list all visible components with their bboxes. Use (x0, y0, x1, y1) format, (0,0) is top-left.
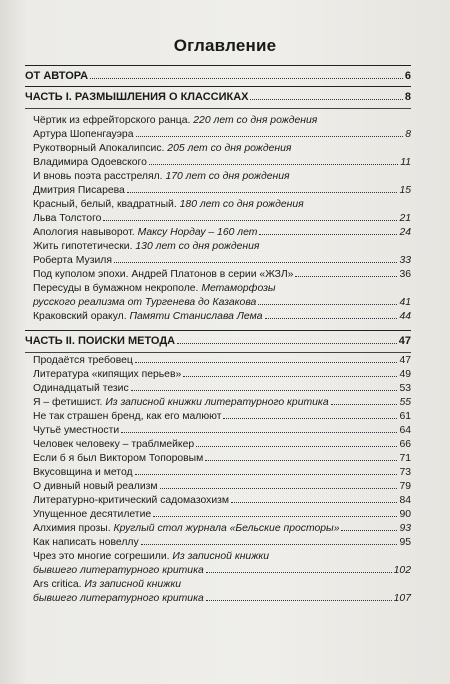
entry-line (33, 424, 411, 438)
toc-entry (33, 382, 411, 396)
entry-line (33, 368, 411, 382)
leader-dots (259, 234, 397, 235)
page-number: 53 (399, 383, 411, 394)
divider (25, 352, 411, 353)
leader-dots (265, 318, 398, 319)
toc-entry (33, 410, 411, 424)
entry-text (33, 452, 203, 466)
entry-title: бывшего литературного критика (33, 565, 204, 576)
entry-title: Литература «кипящих перьев» (33, 369, 182, 380)
leader-dots (250, 99, 402, 100)
entry-title: Рукотворный Апокалипсис. (33, 143, 165, 154)
divider (25, 108, 411, 109)
entry-line (33, 438, 411, 452)
entry-text (33, 592, 204, 606)
entry-title: Вкусовщина и метод (33, 467, 133, 478)
entry-text (33, 310, 263, 324)
page-number: 36 (399, 269, 411, 280)
entry-text (33, 424, 119, 438)
entry-title: Чрез это многие согрешили. (33, 551, 170, 562)
toc-part-2 (25, 331, 411, 351)
entry-text (33, 410, 221, 424)
entry-subtitle: Памяти Станислава Лема (126, 311, 263, 322)
entry-title: Если б я был Виктором Топоровым (33, 453, 204, 464)
page-number: 49 (399, 369, 411, 380)
leader-dots (135, 362, 398, 363)
leader-dots (196, 446, 397, 447)
entry-text (33, 438, 194, 452)
leader-dots (121, 432, 397, 433)
leader-dots (206, 572, 392, 573)
entry-line (33, 466, 411, 480)
entry-line (33, 480, 411, 494)
page-number: 8 (404, 91, 411, 103)
toc-entry (33, 522, 411, 536)
entry-title: русского реализма от Тургенева до Казакова (33, 297, 257, 308)
toc-entry (33, 268, 411, 282)
entry-title: Упущенное десятилетие (33, 509, 152, 520)
entry-title: Как написать новеллу (33, 537, 139, 548)
entry-text (33, 536, 139, 550)
toc-entry (33, 240, 411, 268)
toc-entry (33, 170, 411, 198)
entry-line (33, 296, 411, 310)
page-number: 33 (399, 255, 411, 266)
toc-entry (33, 310, 411, 324)
toc-entry (33, 396, 411, 410)
entry-line (33, 212, 411, 226)
page-number: 24 (399, 227, 411, 238)
toc-entry (33, 550, 411, 578)
entry-subtitle: 130 лет со дня рождения (132, 241, 260, 252)
toc-entry (33, 480, 411, 494)
entry-line (33, 536, 411, 550)
entry-text (33, 466, 133, 480)
part-2-entries (25, 354, 411, 606)
leader-dots (127, 192, 398, 193)
entry-text (33, 480, 158, 494)
leader-dots (136, 136, 404, 137)
page-number: 73 (399, 467, 411, 478)
entry-line (33, 578, 411, 592)
entry-text (33, 368, 181, 382)
entry-subtitle: 170 лет со дня рождения (162, 171, 290, 182)
page-number: 90 (399, 509, 411, 520)
page-number: 21 (399, 213, 411, 224)
entry-text (33, 494, 229, 508)
toc-entry (33, 578, 411, 606)
entry-text (33, 508, 151, 522)
entry-title: О дивный новый реализм (33, 481, 158, 492)
entry-title: Льва Толстого (33, 213, 102, 224)
entry-line (33, 114, 411, 128)
page-number: 102 (393, 565, 411, 576)
entry-line (33, 592, 411, 606)
entry-text (33, 522, 339, 536)
entry-line (33, 550, 411, 564)
page-number: 84 (399, 495, 411, 506)
entry-line (33, 410, 411, 424)
entry-line (33, 564, 411, 578)
page-number: 44 (399, 311, 411, 322)
entry-line (33, 226, 411, 240)
entry-text (33, 296, 256, 310)
entry-subtitle: 205 лет со дня рождения (164, 143, 292, 154)
toc-entry (33, 142, 411, 170)
leader-dots (135, 474, 398, 475)
entry-title: Ars critica. (33, 579, 82, 590)
page-number: 61 (399, 411, 411, 422)
entry-title: Одинадцатый тезис (33, 383, 129, 394)
page-number: 41 (399, 297, 411, 308)
section-label: ЧАСТЬ I. РАЗМЫШЛЕНИЯ О КЛАССИКАХ (25, 91, 249, 103)
page-number: 107 (393, 593, 411, 604)
entry-title: Владимира Одоевского (33, 157, 147, 168)
leader-dots (258, 304, 397, 305)
toc-entry (33, 494, 411, 508)
entry-title: Роберта Музиля (33, 255, 112, 266)
page-number: 93 (399, 523, 411, 534)
part-1-entries (25, 114, 411, 324)
leader-dots (183, 376, 397, 377)
page-number: 64 (399, 425, 411, 436)
page-number: 6 (404, 70, 411, 82)
leader-dots (206, 600, 392, 601)
leader-dots (160, 488, 398, 489)
toc-entry (33, 452, 411, 466)
entry-line (33, 254, 411, 268)
entry-subtitle: Круглый стол журнала «Бельские просторы» (110, 523, 340, 534)
page-number: 47 (398, 335, 411, 347)
entry-line (33, 268, 411, 282)
entry-line (33, 184, 411, 198)
page-number: 66 (399, 439, 411, 450)
entry-line (33, 382, 411, 396)
toc-entry (33, 226, 411, 240)
leader-dots (177, 343, 397, 344)
entry-title: Краковский оракул. (33, 311, 127, 322)
entry-title: Красный, белый, квадратный. (33, 199, 177, 210)
toc-entry (33, 466, 411, 480)
toc-entry (33, 508, 411, 522)
entry-title: Продаётся требовец (33, 355, 133, 366)
entry-text (33, 184, 125, 198)
leader-dots (223, 418, 397, 419)
entry-title: Чутьё уместности (33, 425, 120, 436)
entry-line (33, 494, 411, 508)
page-number: 47 (399, 355, 411, 366)
leader-dots (231, 502, 397, 503)
leader-dots (331, 404, 398, 405)
entry-line (33, 522, 411, 536)
entry-title: Чёртик из ефрейторского ранца. (33, 115, 191, 126)
entry-line (33, 170, 411, 184)
entry-text (33, 254, 112, 268)
entry-title: Я – фетишист. (33, 397, 103, 408)
entry-title: Под куполом эпохи. Андрей Платонов в серии «ЖЗЛ» (33, 269, 294, 280)
entry-line (33, 508, 411, 522)
entry-subtitle: Из записной книжки (169, 551, 270, 562)
page-number: 79 (399, 481, 411, 492)
entry-text (33, 396, 329, 410)
page-number: 15 (399, 185, 411, 196)
entry-line (33, 310, 411, 324)
leader-dots (295, 276, 397, 277)
table-of-contents (25, 65, 411, 606)
entry-subtitle: Метаморфозы (198, 283, 276, 294)
toc-entry (33, 368, 411, 382)
leader-dots (114, 262, 397, 263)
toc-entry (33, 282, 411, 310)
entry-text (33, 212, 101, 226)
entry-text (33, 564, 204, 578)
entry-title: Пересуды в бумажном некрополе. (33, 283, 199, 294)
entry-title: Дмитрия Писарева (33, 185, 125, 196)
entry-line (33, 452, 411, 466)
leader-dots (341, 530, 397, 531)
entry-line (33, 396, 411, 410)
entry-line (33, 128, 411, 142)
leader-dots (141, 544, 398, 545)
toc-part-1 (25, 87, 411, 107)
toc-entry (33, 114, 411, 142)
entry-title: Алхимия прозы. (33, 523, 111, 534)
toc-entry (33, 198, 411, 226)
page-number: 8 (405, 129, 411, 140)
entry-subtitle: Из записной книжки литературного критика (102, 397, 329, 408)
entry-title: Апология навыворот. (33, 227, 135, 238)
entry-text (33, 354, 133, 368)
section-label: ЧАСТЬ II. ПОИСКИ МЕТОДА (25, 335, 176, 347)
page-title: Оглавление (173, 36, 277, 55)
toc-author-section (25, 66, 411, 86)
entry-line (33, 354, 411, 368)
toc-entry (33, 354, 411, 368)
entry-text (33, 156, 147, 170)
entry-title: Человек человеку – траблмейкер (33, 439, 195, 450)
entry-subtitle: Максу Нордау – 160 лет (134, 227, 258, 238)
page-number: 11 (400, 157, 411, 168)
entry-line (33, 282, 411, 296)
entry-line (33, 142, 411, 156)
entry-title: Жить гипотетически. (33, 241, 133, 252)
leader-dots (153, 516, 397, 517)
entry-text (33, 382, 129, 396)
entry-subtitle: 180 лет со дня рождения (176, 199, 304, 210)
entry-line (33, 156, 411, 170)
page-number: 95 (399, 537, 411, 548)
entry-title: Не так страшен бренд, как его малюют (33, 411, 222, 422)
entry-title: Артура Шопенгауэра (33, 129, 134, 140)
entry-line (33, 198, 411, 212)
entry-text (33, 226, 257, 240)
leader-dots (149, 164, 398, 165)
entry-title: Литературно-критический садомазохизм (33, 495, 230, 506)
toc-entry (33, 438, 411, 452)
toc-entry (33, 424, 411, 438)
leader-dots (103, 220, 397, 221)
page-number: 55 (399, 397, 411, 408)
entry-title: бывшего литературного критика (33, 593, 204, 604)
page-number: 71 (399, 453, 411, 464)
entry-subtitle: 220 лет со дня рождения (190, 115, 318, 126)
entry-title: И вновь поэта расстрелял. (33, 171, 163, 182)
section-label: ОТ АВТОРА (25, 70, 89, 82)
entry-text (33, 268, 293, 282)
leader-dots (90, 78, 403, 79)
leader-dots (205, 460, 397, 461)
entry-line (33, 240, 411, 254)
entry-subtitle: Из записной книжки (81, 579, 182, 590)
entry-text (33, 128, 134, 142)
leader-dots (131, 390, 398, 391)
toc-entry (33, 536, 411, 550)
